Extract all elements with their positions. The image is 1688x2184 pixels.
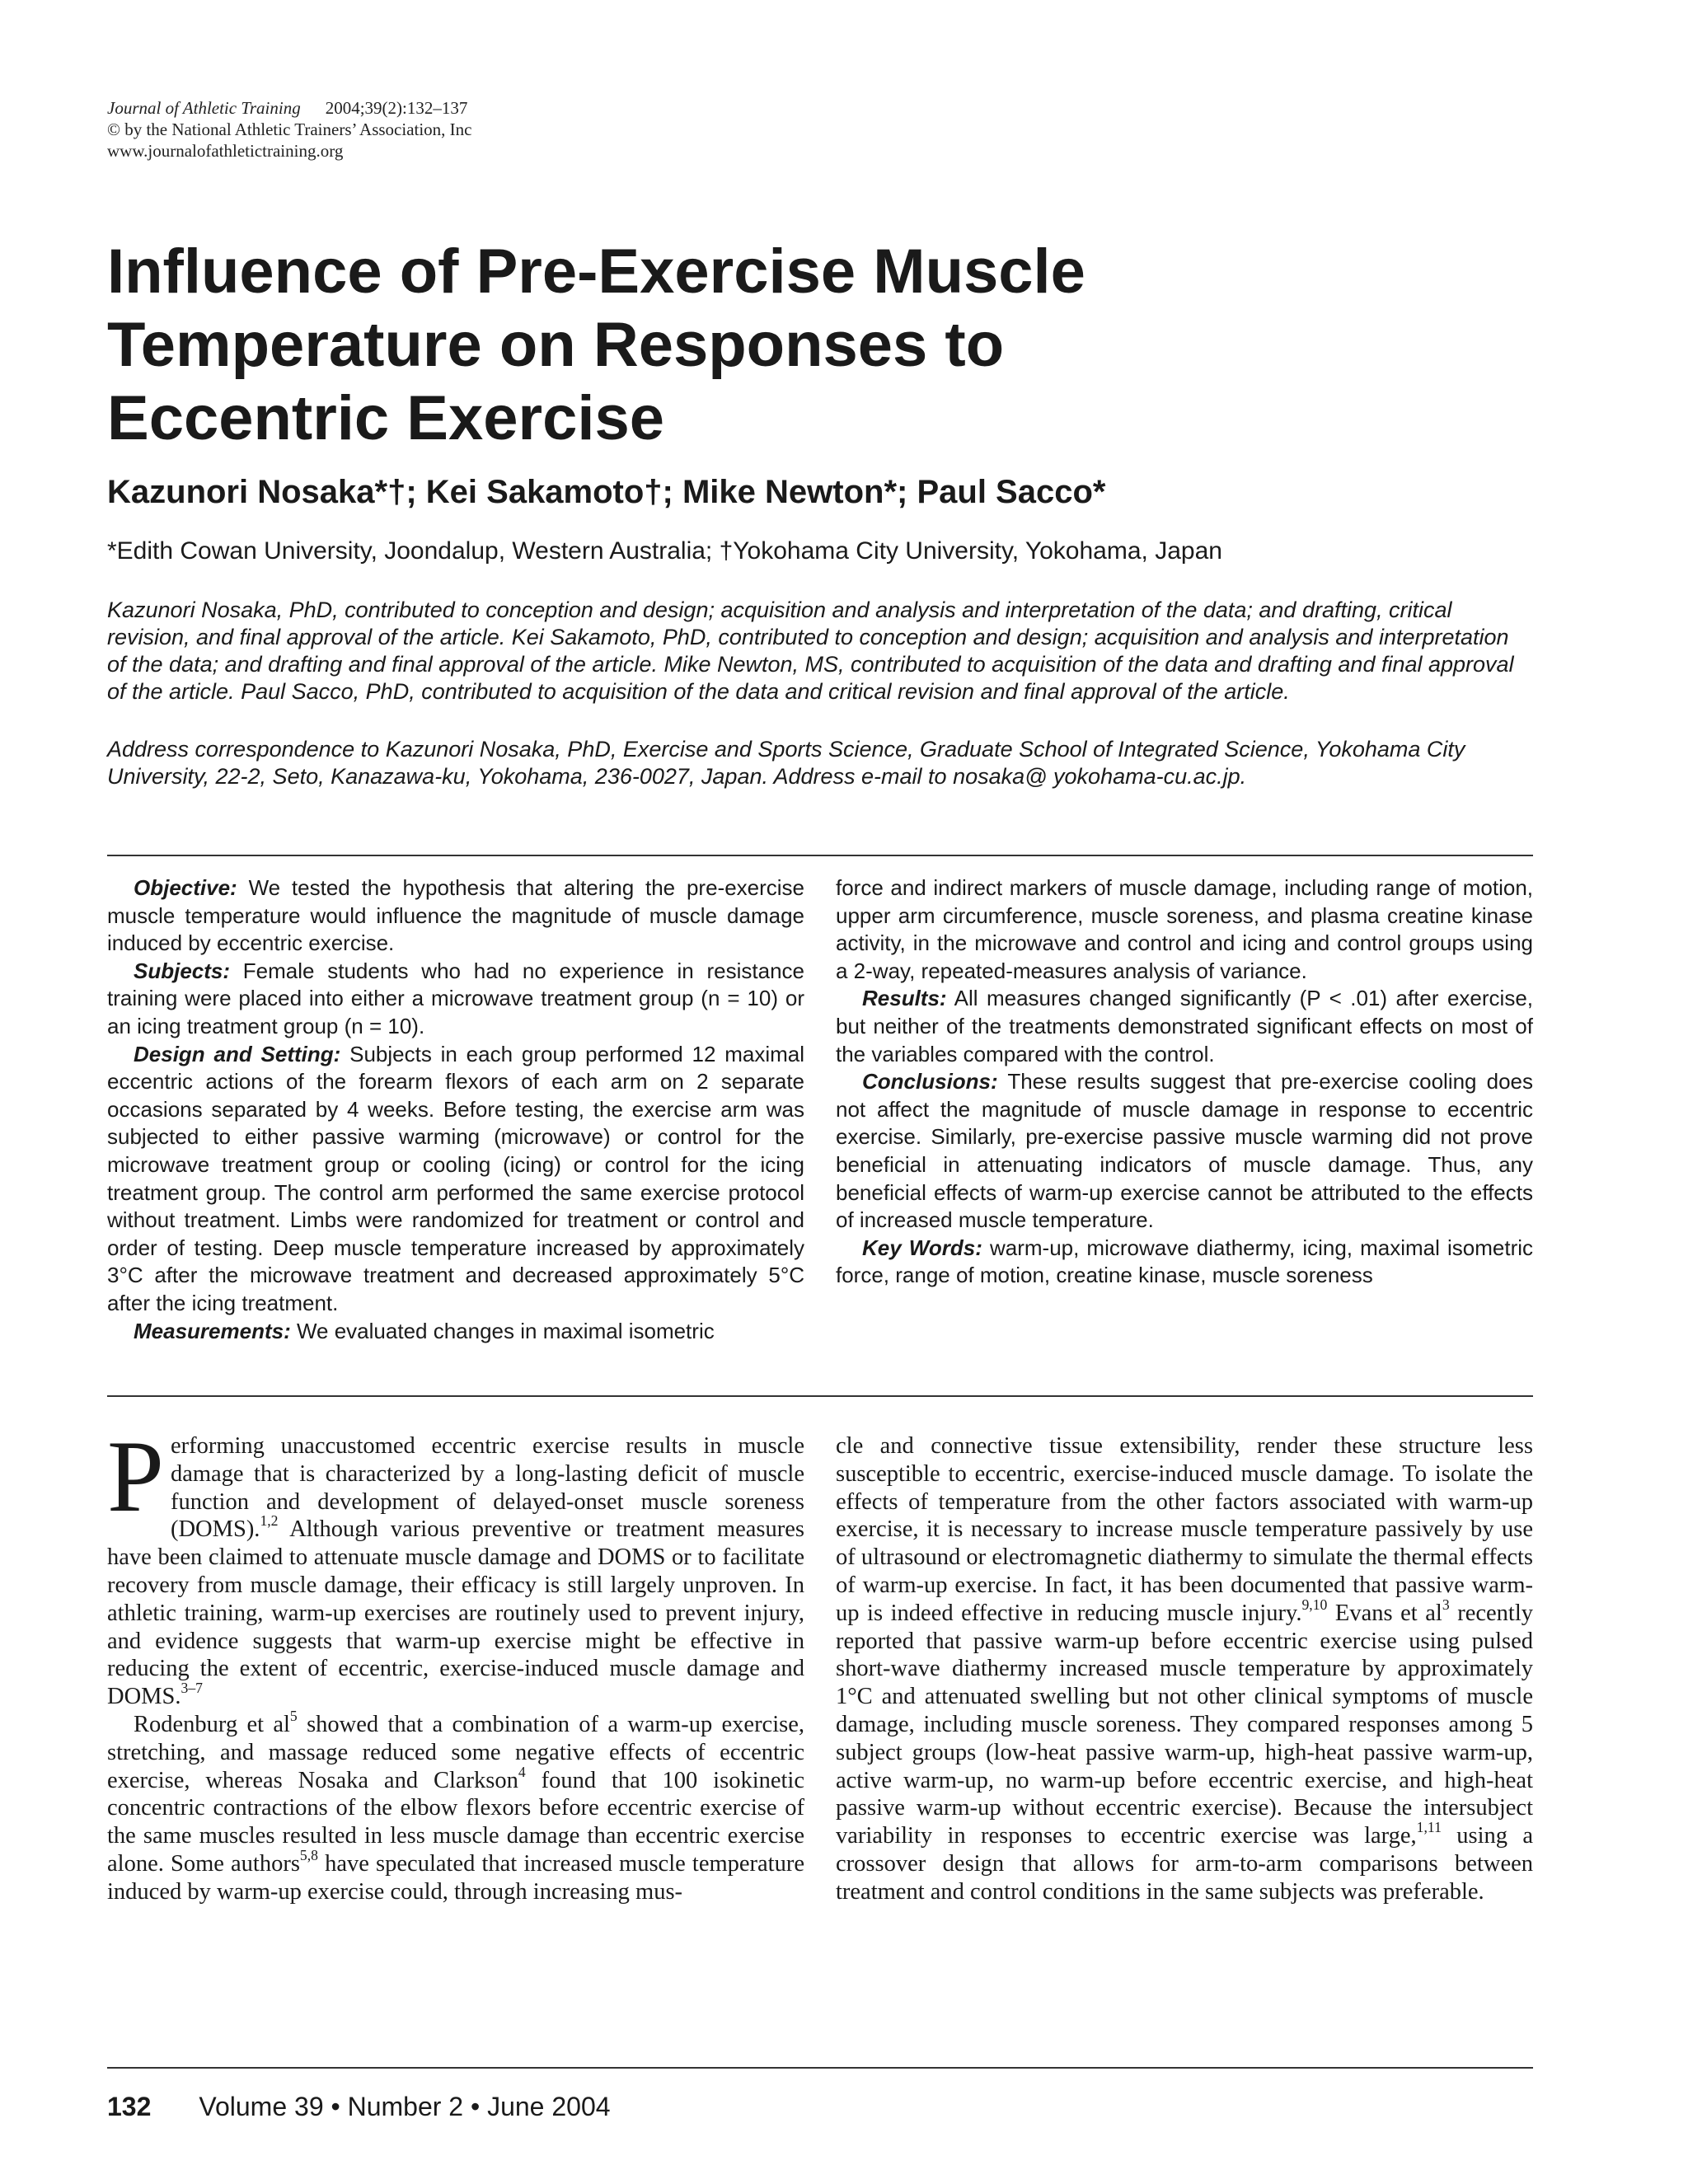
abstract-label: Subjects: [134, 958, 231, 983]
journal-name: Journal of Athletic Training [107, 98, 301, 118]
divider-top [107, 855, 1533, 856]
citation-ref: 3–7 [181, 1679, 203, 1696]
body-text: using a crossover design that allows for arm-to-arm comparisons between treatment and control conditions in the same subjects was preferable. [836, 1823, 1533, 1905]
abstract-conclusions [836, 1068, 1533, 1235]
body-paragraph [107, 1707, 804, 1906]
body-text: found that 100 isokinetic concentric contractions of the elbow flexors before eccentric exercise of the same muscles resulted in less muscle damage than eccentric exercise alone. Some authors [107, 1767, 804, 1877]
citation-ref: 3 [1442, 1596, 1450, 1613]
body-paragraph [107, 1420, 804, 1711]
divider-bottom [107, 2067, 1533, 2069]
abstract-measurements-continued: force and indirect markers of muscle damage, including range of motion, upper arm circumference, muscle soreness, and plasma creatine kinase activity, in the microwave and control and icing and control groups using a 2-way, repeated-measures analysis of variance. [836, 875, 1533, 983]
citation-ref: 1,2 [260, 1512, 279, 1530]
correspondence-address: Address correspondence to Kazunori Nosaka, PhD, Exercise and Sports Science, Graduate School of Integrated Science, Yokohama City University, 22-2, Seto, Kanazawa-ku, Yokohama, 236-0027, Japan. Address e-mail to nosaka@ yokohama-cu.ac.jp. [107, 737, 1465, 789]
body-text: Although various preventive or treatment measures have been claimed to attenuate muscle damage and DOMS or to facilitate recovery from muscle damage, their efficacy is still largely unproven. In athletic training, warm-up exercises are routinely used to prevent injury, and evidence suggests that warm-up exercise might be effective in reducing the extent of eccentric, exercise-induced muscle damage and DOMS. [107, 1516, 804, 1710]
abstract-objective [107, 874, 804, 958]
citation-ref: 1,11 [1416, 1818, 1442, 1835]
title-line: Influence of Pre-Exercise Muscle [107, 237, 1085, 307]
issue-info: Volume 39 • Number 2 • June 2004 [199, 2092, 611, 2121]
abstract-label: Measurements: [134, 1318, 291, 1343]
copyright-line: © by the National Athletic Trainers’ Association, Inc [107, 120, 472, 139]
body-text: Evans et al [1327, 1600, 1442, 1626]
journal-citation: 2004;39(2):132–137 [325, 98, 468, 118]
drop-cap: P [107, 1420, 164, 1533]
abstract-column-left [107, 874, 804, 1345]
abstract-label: Conclusions: [862, 1069, 998, 1094]
abstract-text: All measures changed significantly (P < .01) after exercise, but neither of the treatments demonstrated significant effects on most of the variables compared with the control. [836, 986, 1534, 1066]
body-text: erforming unaccustomed eccentric exercise results in muscle damage that is characterized by a long-lasting deficit of muscle function and development of delayed-onset muscle soreness (DOMS). [170, 1433, 804, 1543]
body-paragraph [836, 1432, 1533, 1906]
author-list: Kazunori Nosaka*†; Kei Sakamoto†; Mike Newton*; Paul Sacco* [107, 474, 1106, 510]
body-text: showed that a combination of a warm-up exercise, stretching, and massage reduced some negative effects of eccentric exercise, whereas Nosaka and Clarkson [107, 1711, 804, 1793]
affiliations: *Edith Cowan University, Joondalup, Western Australia; †Yokohama City University, Yokohama, Japan [107, 537, 1222, 565]
body-text: Rodenburg et al [134, 1711, 290, 1737]
body-text: recently reported that passive warm-up before eccentric exercise using pulsed short-wave diathermy increased muscle temperature by approximately 1°C and attenuated swelling but not other clinical symptoms of muscle damage, including muscle soreness. They compared responses among 5 subject groups (low-heat passive warm-up, high-heat passive warm-up, active warm-up, no warm-up before eccentric exercise, and high-heat passive warm-up without eccentric exercise). Because the intersubject variability in responses to eccentric exercise was large, [836, 1600, 1533, 1849]
abstract-label: Results: [862, 986, 947, 1011]
abstract-text: warm-up, microwave diathermy, icing, maximal isometric force, range of motion, creatine kinase, muscle soreness [836, 1235, 1534, 1288]
journal-citation-line [107, 97, 472, 119]
abstract-label: Design and Setting: [134, 1041, 341, 1066]
divider-middle [107, 1395, 1533, 1397]
journal-url[interactable]: www.journalofathletictraining.org [107, 141, 344, 161]
abstract-column-right [836, 874, 1533, 1290]
abstract-text: These results suggest that pre-exercise cooling does not affect the magnitude of muscle damage in response to eccentric exercise. Similarly, pre-exercise passive muscle warming did not prove beneficial in attenuating indicators of muscle damage. Thus, any beneficial effects of warm-up exercise cannot be attributed to the effects of increased muscle temperature. [836, 1069, 1533, 1233]
body-text: have speculated that increased muscle temperature induced by warm-up exercise could, through increasing mus- [107, 1850, 804, 1905]
author-contributions: Kazunori Nosaka, PhD, contributed to conception and design; acquisition and analysis and interpretation of the data; and drafting, critical revision, and final approval of the article. Kei Sakamoto, PhD, contributed to conception and design; acquisition and analysis and interpretation of the data; and drafting and final approval of the article. Mike Newton, MS, contributed to acquisition of the data and drafting and final approval of the article. Paul Sacco, PhD, contributed to acquisition of the data and critical revision and final approval of the article. [107, 598, 1514, 704]
citation-ref: 9,10 [1301, 1596, 1328, 1613]
abstract-label: Objective: [134, 875, 237, 900]
abstract-results [836, 985, 1533, 1068]
abstract-text: Subjects in each group performed 12 maximal eccentric actions of the forearm flexors of each arm on 2 separate occasions separated by 4 weeks. Before testing, the exercise arm was subjected to either passive warming (microwave) or control for the microwave treatment group or cooling (icing) or control for the icing treatment group. The control arm performed the same exercise protocol without treatment. Limbs were randomized for treatment or control and order of testing. Deep muscle temperature increased by approximately 3°C after the microwave treatment and decreased approximately 5°C after the icing treatment. [107, 1041, 804, 1315]
abstract-text: Female students who had no experience in resistance training were placed into either a microwave treatment group (n = 10) or an icing treatment group (n = 10). [107, 958, 804, 1038]
citation-ref: 5,8 [299, 1846, 318, 1863]
abstract-measurements [107, 1318, 804, 1346]
abstract-text: We evaluated changes in maximal isometric [296, 1318, 715, 1343]
abstract-keywords [836, 1235, 1533, 1290]
abstract-subjects [107, 958, 804, 1041]
page-number: 132 [107, 2092, 152, 2121]
citation-ref: 4 [518, 1763, 526, 1780]
body-column-left [107, 1420, 804, 1906]
title-line: Eccentric Exercise [107, 383, 665, 453]
abstract-text: We tested the hypothesis that altering the pre-exercise muscle temperature would influence the magnitude of muscle damage induced by eccentric exercise. [107, 875, 805, 956]
body-column-right [836, 1432, 1533, 1906]
abstract-label: Key Words: [862, 1235, 982, 1260]
title-line: Temperature on Responses to [107, 310, 1005, 380]
page-footer [107, 2090, 611, 2123]
journal-header [107, 97, 472, 162]
citation-ref: 5 [289, 1707, 298, 1724]
article-title [107, 235, 1550, 455]
body-text: cle and connective tissue extensibility, render these structure less susceptible to eccentric, exercise-induced muscle damage. To isolate the effects of temperature from the other factors associated with warm-up exercise, it is necessary to increase muscle temperature passively by use of ultrasound or electromagnetic diathermy to simulate the thermal effects of warm-up exercise. In fact, it has been documented that passive warm-up is indeed effective in reducing muscle injury. [836, 1433, 1533, 1626]
abstract-design [107, 1041, 804, 1318]
